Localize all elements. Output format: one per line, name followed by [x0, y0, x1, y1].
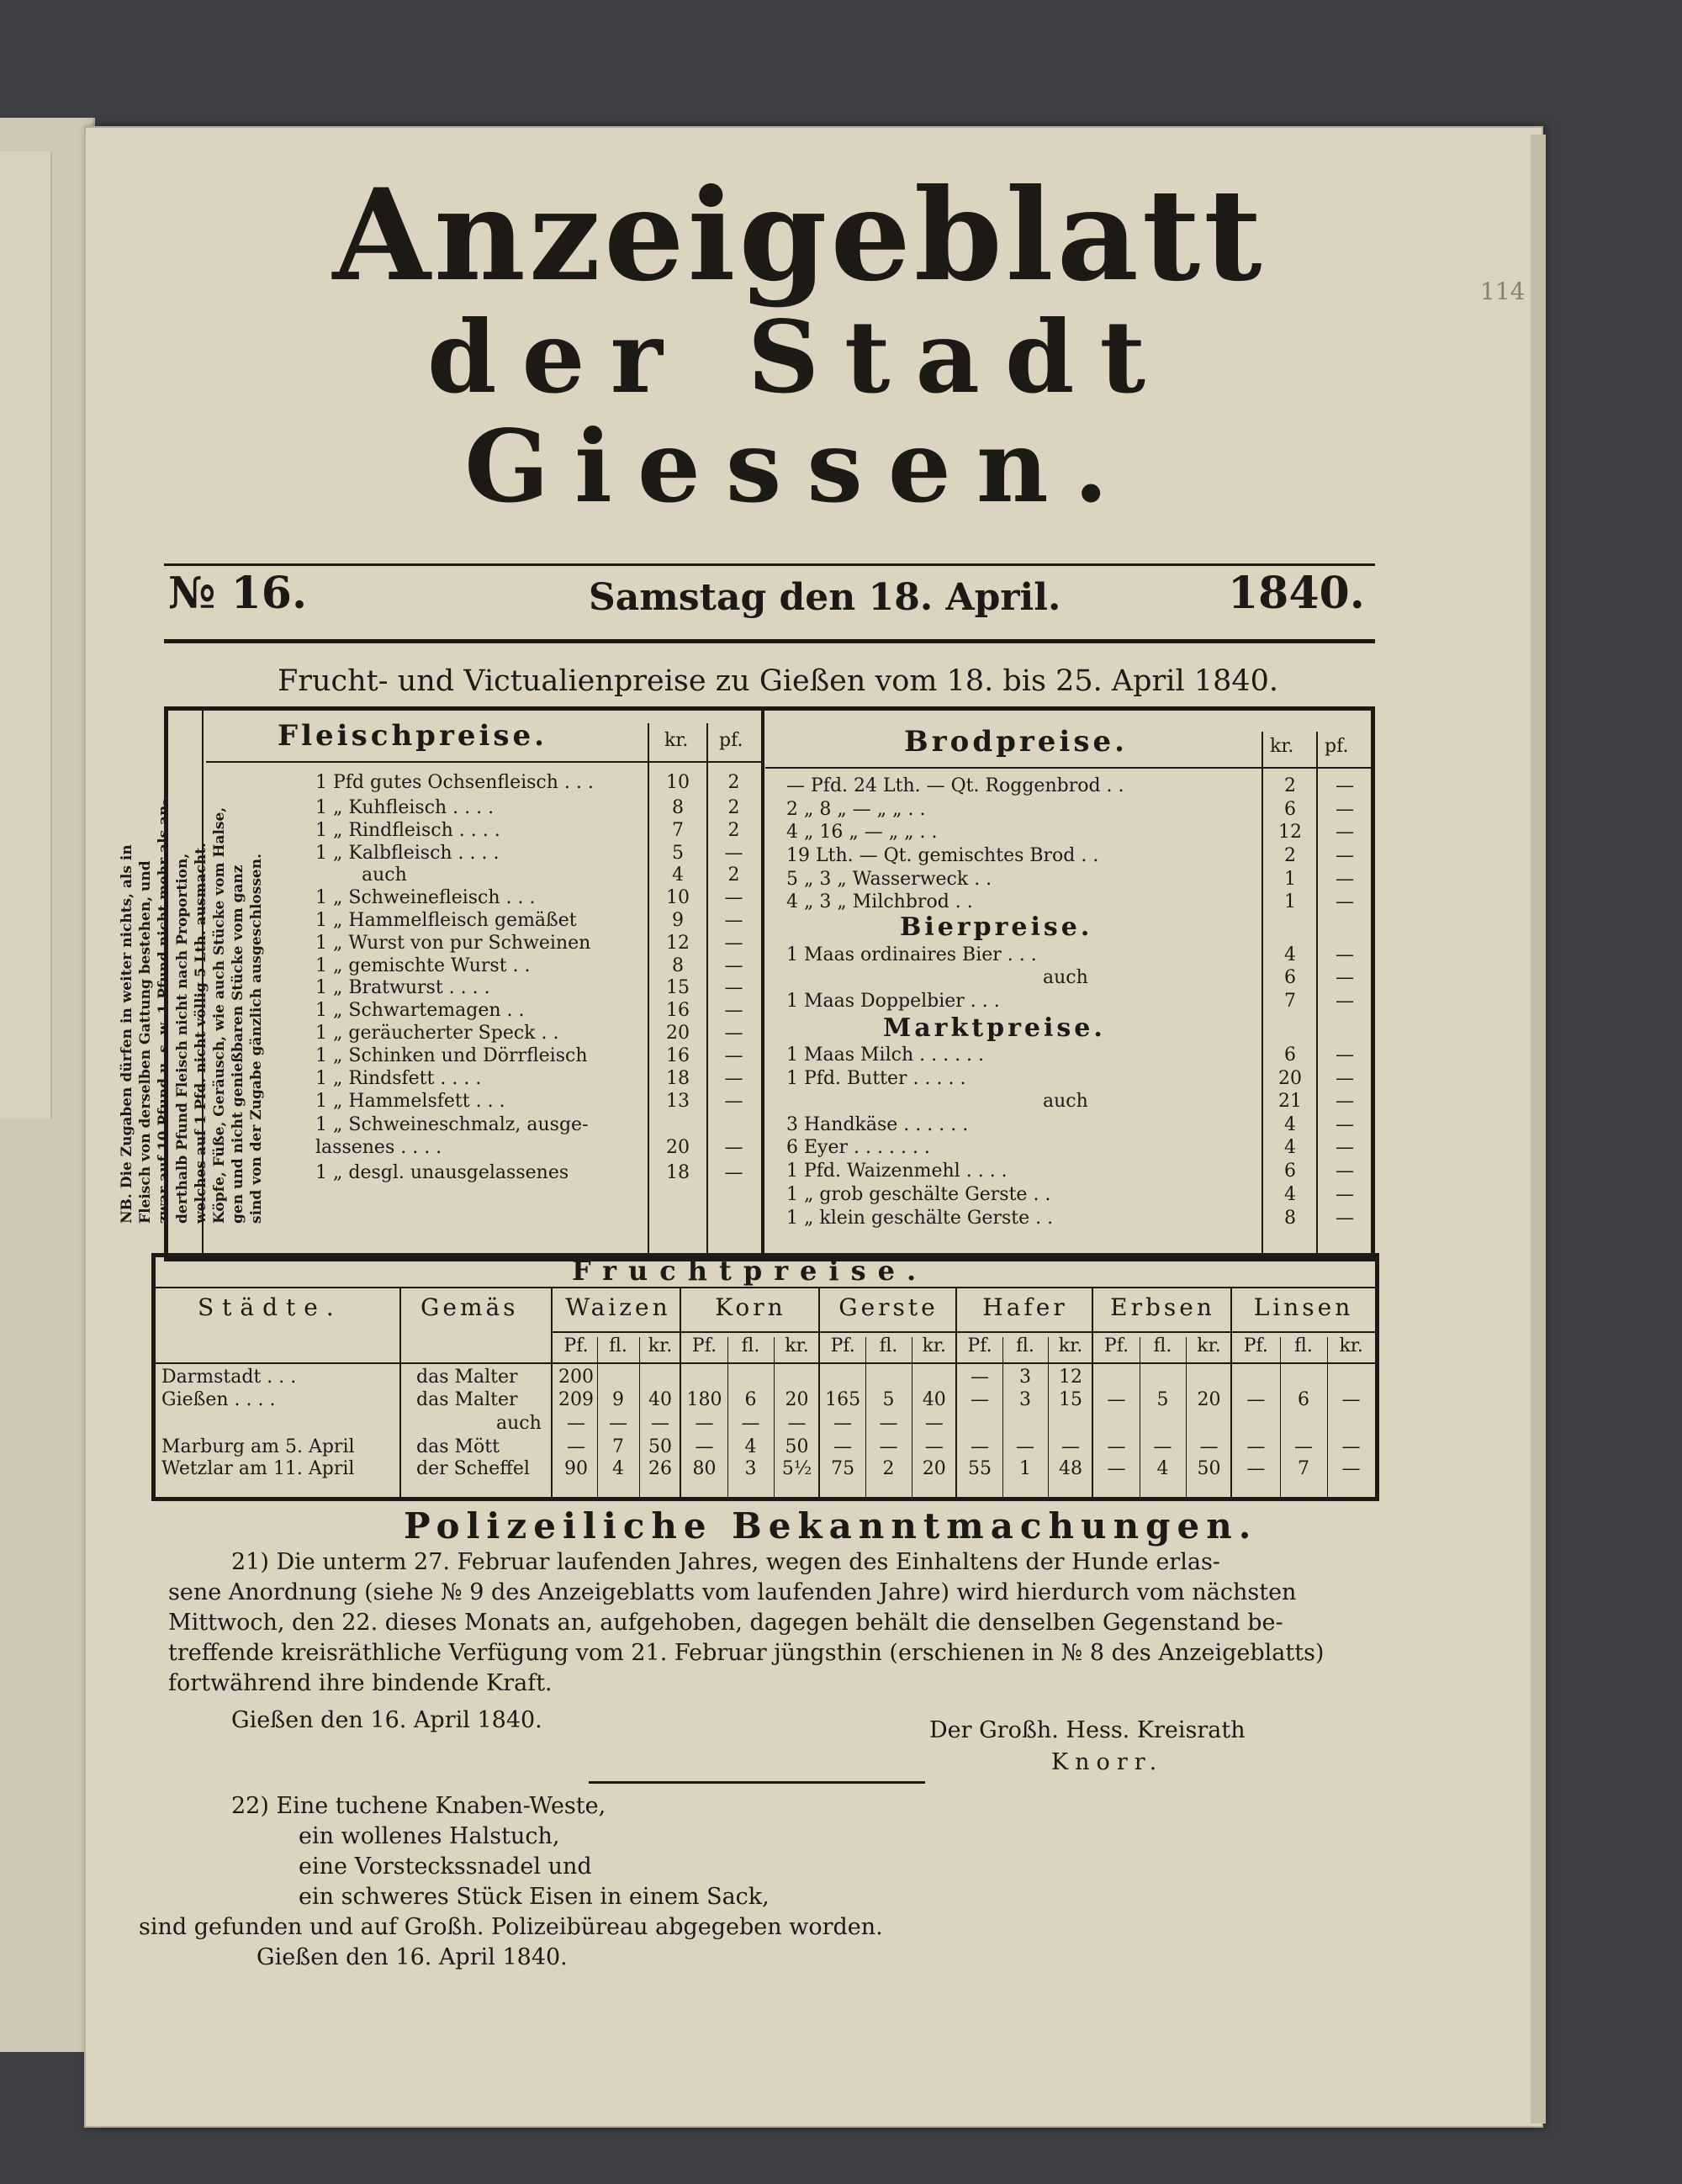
fleisch-item-label: 1 „ Schweinefleisch . . .	[315, 887, 536, 908]
notice-22-line: sind gefunden und auf Großh. Polizeibüreau abgegeben worden.	[139, 1914, 883, 1940]
frucht-cell: —	[924, 1436, 944, 1457]
frucht-cell: 165	[825, 1389, 861, 1410]
fleisch-item-label: 1 „ Schweineschmalz, ausge-	[315, 1114, 589, 1135]
fleisch-item-kr: 18	[666, 1068, 690, 1089]
notice-22-line: eine Vorsteckssnadel und	[299, 1853, 592, 1880]
frucht-cell: —	[695, 1413, 714, 1434]
fleisch-item-pf: —	[724, 1137, 743, 1158]
fleisch-item-kr: 7	[672, 820, 684, 841]
fleisch-item-kr: 15	[666, 977, 690, 998]
frucht-cell: —	[609, 1413, 627, 1434]
fleisch-item-kr: 16	[666, 1045, 690, 1066]
notice-21-sign2: Knorr.	[1051, 1749, 1164, 1775]
fleisch-item-kr: 20	[666, 1023, 690, 1044]
fleisch-item-pf: —	[724, 933, 743, 954]
frucht-sub-header: Pf.	[563, 1335, 589, 1356]
frucht-sub-header: fl.	[741, 1335, 760, 1356]
brod-item-pf: —	[1336, 775, 1354, 796]
markt-item-pf: —	[1336, 1137, 1354, 1158]
brod-item-kr: 1	[1284, 891, 1296, 912]
frucht-row-gemaes: auch	[496, 1413, 542, 1434]
fleisch-title: Fleischpreise.	[278, 719, 548, 753]
markt-item-label: 3 Handkäse . . . . . .	[786, 1114, 969, 1135]
frucht-cell: —	[1246, 1436, 1266, 1457]
markt-item-kr: 6	[1284, 1044, 1296, 1066]
fleisch-item-kr: 5	[672, 843, 684, 864]
markt-item-kr: 21	[1278, 1091, 1302, 1112]
facing-page-strip	[0, 151, 52, 1118]
frucht-cell: —	[879, 1413, 898, 1434]
fleisch-item-kr: 8	[672, 955, 684, 976]
nb-line: welches auf 1 Pfd. nicht völlig 5 Lth. ausmacht.	[193, 843, 209, 1224]
frucht-row-gemaes: das Mött	[416, 1436, 500, 1457]
markt-item-kr: 4	[1284, 1184, 1296, 1205]
frucht-cell: 4	[744, 1436, 757, 1457]
notice-21-sign1: Der Großh. Hess. Kreisrath	[929, 1717, 1246, 1743]
markt-item-pf: —	[1336, 1161, 1354, 1182]
notice-22-place: Gießen den 16. April 1840.	[257, 1944, 568, 1970]
frucht-cell: —	[695, 1436, 714, 1457]
markt-item-label: 1 Pfd. Waizenmehl . . . .	[786, 1161, 1008, 1182]
frucht-row-gemaes: der Scheffel	[416, 1458, 530, 1479]
frucht-cell: —	[567, 1413, 585, 1434]
facing-page	[0, 118, 95, 2052]
fleisch-item-pf: —	[724, 955, 743, 976]
frucht-cell: 40	[648, 1389, 672, 1410]
notice-21-line: Mittwoch, den 22. dieses Monats an, aufgehoben, dagegen behält die denselben Gegenstand be-	[168, 1610, 1283, 1636]
brod-header-rule	[765, 767, 1371, 769]
frucht-cell: —	[1107, 1389, 1126, 1410]
frucht-row-stadt: Wetzlar am 11. April	[161, 1458, 355, 1479]
issue-year: 1840.	[1228, 568, 1365, 619]
bier-title: Bierpreise.	[900, 912, 1093, 942]
frucht-cell: 5	[882, 1389, 895, 1410]
frucht-cell: —	[1341, 1458, 1361, 1479]
fleisch-item-label: 1 „ Hammelsfett . . .	[315, 1091, 505, 1112]
prices-subtitle: Frucht- und Victualienpreise zu Gießen vom 18. bis 25. April 1840.	[277, 664, 1279, 698]
frucht-cell: —	[1061, 1436, 1080, 1457]
fleisch-item-kr: 13	[666, 1091, 690, 1112]
frucht-title-rule	[156, 1287, 1375, 1288]
fleisch-item-label: 1 „ Wurst von pur Schweinen	[315, 933, 591, 954]
markt-item-pf: —	[1336, 1068, 1354, 1089]
notice-21-line: sene Anordnung (siehe № 9 des Anzeigeblatts vom laufenden Jahre) wird hierdurch vom nächsten	[168, 1579, 1297, 1605]
fleisch-item-label: 1 „ Rindfleisch . . . .	[315, 820, 500, 841]
frucht-sub-header: kr.	[785, 1335, 809, 1356]
frucht-row-gemaes: das Malter	[416, 1389, 518, 1410]
fleisch-item-label: 1 „ Schwartemagen . .	[315, 1000, 525, 1021]
frucht-sub-header: fl.	[1294, 1335, 1313, 1356]
fleisch-item-label: 1 „ Kuhfleisch . . . .	[315, 797, 495, 818]
fleisch-item-kr: 20	[666, 1137, 690, 1158]
markt-item-pf: —	[1336, 1044, 1354, 1066]
fleisch-header-rule	[206, 761, 761, 763]
notice-22-line: ein schweres Stück Eisen in einem Sack,	[299, 1884, 770, 1910]
fleisch-item-pf: —	[724, 1045, 743, 1066]
frucht-cell: —	[787, 1413, 807, 1434]
brod-item-kr: 1	[1284, 869, 1296, 890]
bier-item-pf: —	[1336, 967, 1354, 988]
frucht-grain-header: Korn	[715, 1293, 786, 1321]
markt-item-label: auch	[1043, 1091, 1088, 1112]
brod-item-pf: —	[1336, 891, 1354, 912]
rule-top	[164, 563, 1375, 566]
bier-item-label: 1 Maas Doppelbier . . .	[786, 991, 1000, 1012]
bier-item-pf: —	[1336, 991, 1354, 1012]
brod-item-label: 4 „ 16 „ — „ „ . .	[786, 822, 938, 843]
fleisch-item-label: 1 „ gemischte Wurst . .	[315, 955, 531, 976]
nb-line: derthalb Pfund Fleisch nicht nach Proportion,	[174, 853, 191, 1224]
frucht-cell: 7	[1297, 1458, 1309, 1479]
frucht-cell: —	[1246, 1389, 1266, 1410]
frucht-grain-header: Linsen	[1253, 1293, 1354, 1321]
brod-item-kr: 6	[1284, 799, 1296, 820]
frucht-cell: —	[971, 1436, 989, 1457]
fleisch-item-kr: 12	[666, 933, 690, 954]
frucht-sub-header: Pf.	[967, 1335, 992, 1356]
frucht-col-staedte: Städte.	[198, 1293, 342, 1321]
frucht-cell: 6	[1297, 1389, 1309, 1410]
masthead-title: Anzeigeblatt	[332, 161, 1266, 309]
brod-kr-line	[1262, 732, 1263, 1253]
brod-pf-line	[1316, 732, 1318, 1253]
notice-21-line: 21) Die unterm 27. Februar laufenden Jahres, wegen des Einhaltens der Hunde erlas-	[231, 1549, 1220, 1575]
fleisch-item-kr: 10	[666, 772, 690, 793]
frucht-cell: —	[1341, 1436, 1361, 1457]
brod-item-pf: —	[1336, 869, 1354, 890]
frucht-cell: 50	[785, 1436, 809, 1457]
notice-22-line: 22) Eine tuchene Knaben-Weste,	[231, 1793, 606, 1819]
fleisch-item-pf: —	[724, 910, 743, 931]
frucht-sub-header: kr.	[922, 1335, 947, 1356]
frucht-sub-header: kr.	[1058, 1335, 1083, 1356]
fleisch-item-pf: —	[724, 977, 743, 998]
frucht-cell: 3	[744, 1458, 757, 1479]
brod-col-kr: kr.	[1270, 736, 1294, 757]
markt-item-pf: —	[1336, 1208, 1354, 1229]
frucht-cell: 5	[1156, 1389, 1169, 1410]
markt-item-pf: —	[1336, 1184, 1354, 1205]
frucht-sub-header: fl.	[879, 1335, 898, 1356]
frucht-cell: 6	[744, 1389, 757, 1410]
nb-line: Fleisch von derselben Gattung bestehen, und	[137, 860, 154, 1224]
frucht-cell: 12	[1059, 1367, 1082, 1388]
fleisch-kr-line	[648, 723, 649, 1253]
frucht-cell: 4	[612, 1458, 624, 1479]
frucht-grain-header: Hafer	[982, 1293, 1068, 1321]
frucht-cell: 7	[612, 1436, 624, 1457]
nb-line: zwar auf 10 Pfund u. s. w. 1 Pfund nicht mehr als an-	[156, 799, 172, 1224]
frucht-cell: 20	[785, 1389, 809, 1410]
issue-date: Samstag den 18. April.	[589, 576, 1061, 619]
fleisch-item-pf: 2	[727, 772, 740, 793]
brod-item-kr: 12	[1278, 822, 1302, 843]
frucht-sub-header: Pf.	[691, 1335, 717, 1356]
fleisch-item-label: 1 „ Rindsfett . . . .	[315, 1068, 482, 1089]
frucht-cell: 3	[1019, 1367, 1031, 1388]
fleisch-item-pf: 2	[727, 820, 740, 841]
frucht-sub-header: fl.	[1153, 1335, 1172, 1356]
frucht-cell: 20	[922, 1458, 946, 1479]
brod-item-label: — Pfd. 24 Lth. — Qt. Roggenbrod . .	[786, 775, 1124, 796]
frucht-row-stadt: Darmstadt . . .	[161, 1367, 297, 1388]
frucht-cell: —	[1293, 1436, 1313, 1457]
fleisch-item-kr: 8	[672, 797, 684, 818]
frucht-cell: 55	[968, 1458, 992, 1479]
frucht-cell: 180	[686, 1389, 722, 1410]
frucht-cell: 75	[831, 1458, 855, 1479]
frucht-cell: —	[741, 1413, 760, 1434]
bier-item-label: 1 Maas ordinaires Bier . . .	[786, 944, 1037, 965]
fleisch-item-pf: —	[724, 1068, 743, 1089]
fleisch-item-label: 1 „ desgl. unausgelassenes	[315, 1162, 569, 1183]
frucht-sub-header: kr.	[1197, 1335, 1221, 1356]
markt-item-kr: 8	[1284, 1208, 1296, 1229]
markt-item-kr: 6	[1284, 1161, 1296, 1182]
notice-separator	[589, 1781, 925, 1784]
nb-line: gen und nicht genießbaren Stücke vom ganz	[230, 865, 246, 1224]
bier-item-kr: 4	[1284, 944, 1296, 965]
frucht-cell: 1	[1019, 1458, 1031, 1479]
fleisch-item-pf: —	[724, 843, 743, 864]
notice-22-line: ein wollenes Halstuch,	[299, 1823, 560, 1849]
fleisch-item-kr: 9	[672, 910, 684, 931]
frucht-cell: 20	[1197, 1389, 1221, 1410]
fleisch-item-label: auch	[362, 865, 407, 886]
brod-item-label: 4 „ 3 „ Milchbrod . .	[786, 891, 973, 912]
brod-title: Brodpreise.	[904, 725, 1128, 759]
frucht-cell: 4	[1156, 1458, 1169, 1479]
frucht-cell: 200	[558, 1367, 594, 1388]
frucht-sub-header: fl.	[609, 1335, 627, 1356]
frucht-cell: —	[879, 1436, 898, 1457]
markt-item-pf: —	[1336, 1091, 1354, 1112]
frucht-sub-header: fl.	[1016, 1335, 1034, 1356]
fleisch-item-label: lassenes . . . .	[315, 1137, 442, 1158]
bier-item-label: auch	[1043, 967, 1088, 988]
fleisch-item-label: 1 Pfd gutes Ochsenfleisch . . .	[315, 772, 594, 793]
fleisch-item-label: 1 „ Bratwurst . . . .	[315, 977, 490, 998]
frucht-sub-rule	[156, 1362, 1375, 1364]
fleisch-item-kr: 18	[666, 1162, 690, 1183]
frucht-row-stadt: Marburg am 5. April	[161, 1436, 355, 1457]
markt-item-kr: 20	[1278, 1068, 1302, 1089]
frucht-col-gemaes: Gemäs	[420, 1293, 519, 1321]
fleisch-item-label: 1 „ Hammelfleisch gemäßet	[315, 910, 577, 931]
frucht-sub-header: kr.	[648, 1335, 673, 1356]
brod-item-pf: —	[1336, 822, 1354, 843]
fleisch-item-pf: —	[724, 1000, 743, 1021]
frucht-cell: —	[567, 1436, 585, 1457]
issue-number: № 16.	[168, 568, 308, 619]
frucht-sub-header: Pf.	[1103, 1335, 1129, 1356]
markt-item-label: 1 „ grob geschälte Gerste . .	[786, 1184, 1051, 1205]
notice-21-line: fortwährend ihre bindende Kraft.	[168, 1670, 553, 1696]
frucht-cell: 48	[1059, 1458, 1082, 1479]
frucht-cell: 15	[1059, 1389, 1082, 1410]
frucht-sub-header: Pf.	[1243, 1335, 1268, 1356]
fleisch-item-pf: —	[724, 1023, 743, 1044]
frucht-cell: —	[833, 1413, 853, 1434]
fleisch-item-label: 1 „ Schinken und Dörrfleisch	[315, 1045, 588, 1066]
frucht-grain-header: Waizen	[565, 1293, 671, 1321]
fleisch-item-pf: —	[724, 1162, 743, 1183]
frucht-grain-header: Gerste	[838, 1293, 939, 1321]
fleisch-pf-line	[706, 723, 708, 1253]
fleisch-col-pf: pf.	[719, 730, 743, 751]
fleisch-item-label: 1 „ Kalbfleisch . . . .	[315, 843, 500, 864]
fleisch-item-pf: 2	[727, 865, 740, 886]
frucht-vline-gemaes	[551, 1288, 553, 1499]
frucht-cell: 2	[882, 1458, 895, 1479]
frucht-grain-header: Erbsen	[1110, 1293, 1215, 1321]
frucht-cell: —	[1107, 1436, 1126, 1457]
brod-item-pf: —	[1336, 845, 1354, 866]
fleisch-item-label: 1 „ geräucherter Speck . .	[315, 1023, 559, 1044]
markt-item-kr: 4	[1284, 1137, 1296, 1158]
bier-item-kr: 7	[1284, 991, 1296, 1012]
nb-line: Köpfe, Füße, Geräusch, wie auch Stücke vom Halse,	[211, 806, 228, 1224]
frucht-grain-rule	[551, 1331, 1375, 1333]
frucht-cell: —	[1246, 1458, 1266, 1479]
frucht-row-gemaes: das Malter	[416, 1367, 518, 1388]
frucht-vline-staedte	[399, 1288, 401, 1499]
bier-item-pf: —	[1336, 944, 1354, 965]
frucht-cell: —	[924, 1413, 944, 1434]
frucht-cell: 9	[612, 1389, 624, 1410]
frucht-title: Fruchtpreise.	[572, 1255, 928, 1287]
markt-item-label: 6 Eyer . . . . . . .	[786, 1137, 930, 1158]
frucht-cell: —	[971, 1367, 989, 1388]
frucht-cell: 40	[922, 1389, 946, 1410]
page-edge	[1531, 135, 1546, 2123]
frucht-cell: —	[1107, 1458, 1126, 1479]
frucht-cell: —	[971, 1389, 989, 1410]
bier-item-kr: 6	[1284, 967, 1296, 988]
brod-item-kr: 2	[1284, 775, 1296, 796]
nb-line: sind von der Zugabe gänzlich ausgeschlossen.	[248, 854, 265, 1224]
fleisch-item-pf: —	[724, 1091, 743, 1112]
markt-item-label: 1 „ klein geschälte Gerste . .	[786, 1208, 1054, 1229]
frucht-cell: —	[1153, 1436, 1172, 1457]
frucht-cell: —	[1199, 1436, 1219, 1457]
markt-item-kr: 4	[1284, 1114, 1296, 1135]
brod-item-kr: 2	[1284, 845, 1296, 866]
fleisch-col-kr: kr.	[664, 730, 689, 751]
notice-21-place: Gießen den 16. April 1840.	[231, 1707, 542, 1733]
nb-line: NB. Die Zugaben dürfen in weiter nichts, als in	[119, 844, 135, 1224]
page-number: 114	[1480, 278, 1526, 305]
frucht-cell: —	[1341, 1389, 1361, 1410]
masthead	[210, 161, 1388, 525]
notice-21-line: treffende kreisräthliche Verfügung vom 21. Februar jüngsthin (erschienen in № 8 des Anzeigeblatts)	[168, 1640, 1325, 1666]
brod-item-label: 5 „ 3 „ Wasserweck . .	[786, 869, 992, 890]
brod-item-label: 2 „ 8 „ — „ „ . .	[786, 799, 926, 820]
frucht-cell: 209	[558, 1389, 594, 1410]
frucht-cell: 5½	[781, 1458, 812, 1479]
frucht-row-stadt: Gießen . . . .	[161, 1389, 276, 1410]
masthead-subtitle: der Stadt Giessen.	[426, 299, 1172, 525]
fleisch-item-kr: 4	[672, 865, 684, 886]
fleisch-item-kr: 10	[666, 887, 690, 908]
frucht-cell: —	[833, 1436, 853, 1457]
rule-issue	[164, 639, 1375, 643]
brod-item-label: 19 Lth. — Qt. gemischtes Brod . .	[786, 845, 1099, 866]
markt-title: Marktpreise.	[883, 1013, 1106, 1043]
fleisch-item-pf: —	[724, 887, 743, 908]
nb-note	[118, 702, 266, 1224]
brod-item-pf: —	[1336, 799, 1354, 820]
markt-item-label: 1 Maas Milch . . . . . .	[786, 1044, 985, 1066]
frucht-cell: 80	[692, 1458, 717, 1479]
frucht-cell: 90	[564, 1458, 588, 1479]
frucht-cell: —	[651, 1413, 669, 1434]
brod-col-pf: pf.	[1325, 736, 1349, 757]
frucht-cell: 26	[648, 1458, 672, 1479]
markt-item-pf: —	[1336, 1114, 1354, 1135]
frucht-cell: 50	[1197, 1458, 1221, 1479]
police-title: Polizeiliche Bekanntmachungen.	[404, 1505, 1258, 1547]
divider-meat-bread	[761, 711, 764, 1257]
markt-item-label: 1 Pfd. Butter . . . . .	[786, 1068, 966, 1089]
frucht-sub-header: kr.	[1339, 1335, 1363, 1356]
frucht-cell: 50	[648, 1436, 672, 1457]
frucht-cell: —	[1016, 1436, 1034, 1457]
fleisch-item-pf: 2	[727, 797, 740, 818]
fleisch-item-kr: 16	[666, 1000, 690, 1021]
frucht-sub-header: Pf.	[830, 1335, 855, 1356]
frucht-cell: 3	[1019, 1389, 1031, 1410]
